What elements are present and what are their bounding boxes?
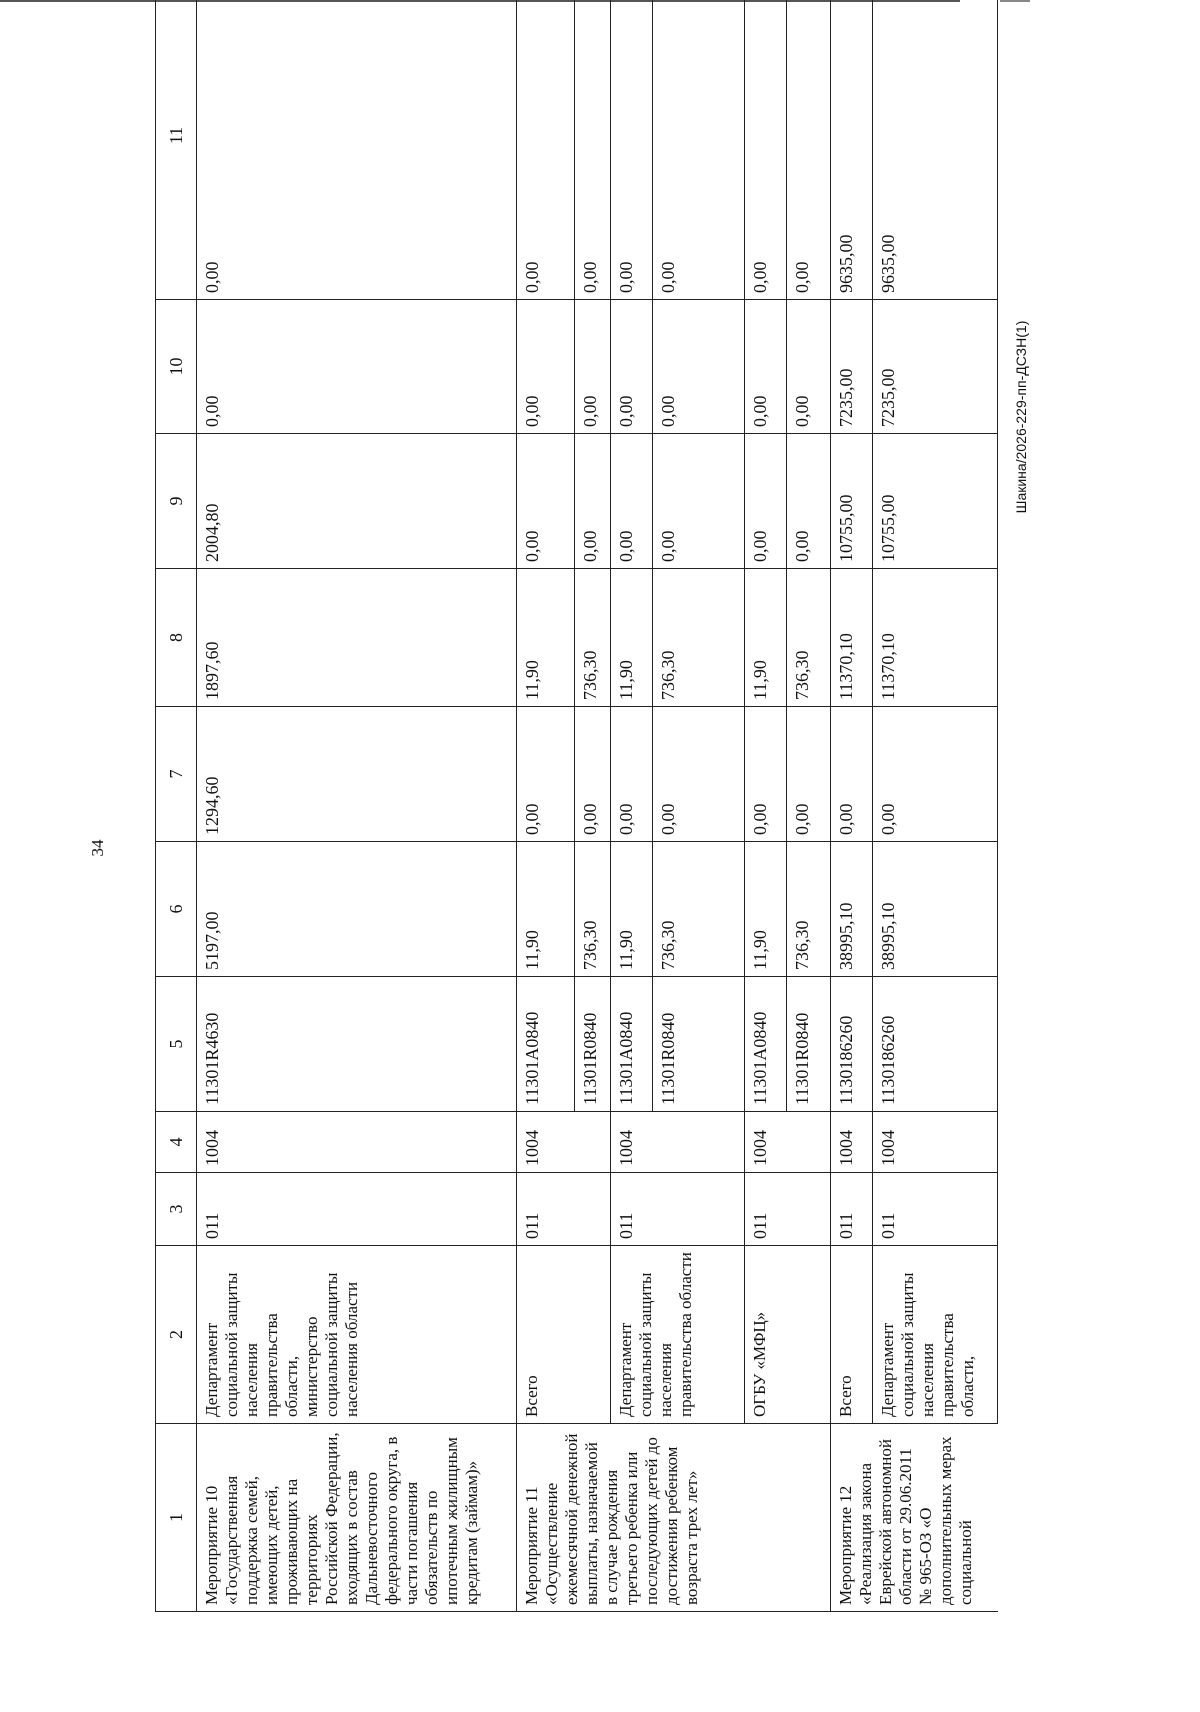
page-number: 34 <box>88 839 107 857</box>
value-col8: 736,30 <box>787 569 831 707</box>
section-code: 1004 <box>831 1112 873 1173</box>
value-col7: 0,00 <box>787 707 831 842</box>
table-row <box>197 0 517 1612</box>
value-col8: 736,30 <box>575 569 611 707</box>
value-col9: 0,00 <box>611 434 653 569</box>
value-col9: 2004,80 <box>197 434 517 569</box>
value-col10: 0,00 <box>787 300 831 434</box>
value-col8: 736,30 <box>653 569 745 707</box>
value-total: 11,90 <box>517 842 575 977</box>
value-col7: 0,00 <box>517 707 575 842</box>
section-code: 1004 <box>873 1112 998 1173</box>
value-total: 38995,10 <box>831 842 873 977</box>
value-total: 11,90 <box>745 842 787 977</box>
value-total: 736,30 <box>575 842 611 977</box>
section-code: 1004 <box>517 1112 611 1173</box>
value-col7: 0,00 <box>831 707 873 842</box>
value-col11: 0,00 <box>745 0 787 300</box>
col-header: 2 <box>156 1246 197 1424</box>
value-col11: 0,00 <box>787 0 831 300</box>
table-row <box>517 0 575 1612</box>
target-code: 11301R0840 <box>575 977 611 1112</box>
col-header: 7 <box>156 707 197 842</box>
value-col7: 0,00 <box>575 707 611 842</box>
section-code: 1004 <box>197 1112 517 1173</box>
value-col8: 11,90 <box>611 569 653 707</box>
value-col9: 0,00 <box>653 434 745 569</box>
col-header: 5 <box>156 977 197 1112</box>
executor: Департамент социальной защиты населения правительства области <box>611 1246 745 1424</box>
value-col9: 0,00 <box>517 434 575 569</box>
table-row <box>873 0 998 1612</box>
value-col10: 0,00 <box>653 300 745 434</box>
table-row <box>831 0 873 1612</box>
value-col8: 11370,10 <box>873 569 998 707</box>
value-total: 38995,10 <box>873 842 998 977</box>
value-col7: 0,00 <box>611 707 653 842</box>
grbs-code: 011 <box>745 1173 831 1246</box>
value-total: 736,30 <box>787 842 831 977</box>
col-header: 1 <box>156 1424 197 1612</box>
grbs-code: 011 <box>831 1173 873 1246</box>
document-code: Шакина/2026-229-пп-ДСЗН(1) <box>1013 320 1029 514</box>
value-col9: 10755,00 <box>873 434 998 569</box>
value-total: 736,30 <box>653 842 745 977</box>
value-col11: 0,00 <box>197 0 517 300</box>
target-code: 11301R0840 <box>653 977 745 1112</box>
grbs-code: 011 <box>517 1173 611 1246</box>
target-code: 1130186260 <box>831 977 873 1112</box>
value-col7: 0,00 <box>873 707 998 842</box>
col-header: 6 <box>156 842 197 977</box>
target-code: 11301R0840 <box>787 977 831 1112</box>
target-code: 11301А0840 <box>611 977 653 1112</box>
value-col8: 11,90 <box>745 569 787 707</box>
table-row <box>611 0 653 1612</box>
executor: Департамент социальной защиты населения правительства области, министерство социальной защиты населения области <box>197 1246 517 1424</box>
executor: Всего <box>517 1246 611 1424</box>
value-col10: 0,00 <box>745 300 787 434</box>
measure-name: Мероприятие 11 «Осуществление ежемесячной денежной выплаты, назначаемой в случае рождения третьего ребенка или последующих детей до достижения ребенком возраста трех лет» <box>517 1424 831 1612</box>
target-code: 1130186260 <box>873 977 998 1112</box>
col-header: 9 <box>156 434 197 569</box>
col-header: 10 <box>156 300 197 434</box>
executor: ОГБУ «МФЦ» <box>745 1246 831 1424</box>
target-code: 11301R4630 <box>197 977 517 1112</box>
target-code: 11301А0840 <box>745 977 787 1112</box>
value-col8: 11370,10 <box>831 569 873 707</box>
section-code: 1004 <box>611 1112 745 1173</box>
value-col9: 0,00 <box>575 434 611 569</box>
executor: Департамент социальной защиты населения правительства области, <box>873 1246 998 1424</box>
value-col10: 0,00 <box>197 300 517 434</box>
value-col11: 0,00 <box>653 0 745 300</box>
col-header: 8 <box>156 569 197 707</box>
value-col10: 0,00 <box>575 300 611 434</box>
value-col11: 0,00 <box>575 0 611 300</box>
table-row <box>745 0 787 1612</box>
value-col10: 7235,00 <box>831 300 873 434</box>
rotated-page <box>155 32 977 1612</box>
budget-table <box>155 0 998 1612</box>
value-col10: 0,00 <box>517 300 575 434</box>
value-col9: 10755,00 <box>831 434 873 569</box>
value-col11: 9635,00 <box>873 0 998 300</box>
value-col9: 0,00 <box>787 434 831 569</box>
col-header: 11 <box>156 0 197 300</box>
value-total: 11,90 <box>611 842 653 977</box>
value-col11: 0,00 <box>611 0 653 300</box>
value-col11: 9635,00 <box>831 0 873 300</box>
target-code: 11301А0840 <box>517 977 575 1112</box>
value-col7: 0,00 <box>653 707 745 842</box>
grbs-code: 011 <box>873 1173 998 1246</box>
value-col7: 1294,60 <box>197 707 517 842</box>
value-col8: 11,90 <box>517 569 575 707</box>
budget-table-container <box>155 32 977 1612</box>
value-col9: 0,00 <box>745 434 787 569</box>
value-col7: 0,00 <box>745 707 787 842</box>
value-col10: 7235,00 <box>873 300 998 434</box>
value-col10: 0,00 <box>611 300 653 434</box>
grbs-code: 011 <box>611 1173 745 1246</box>
section-code: 1004 <box>745 1112 831 1173</box>
value-total: 5197,00 <box>197 842 517 977</box>
col-header: 3 <box>156 1173 197 1246</box>
measure-name: Мероприятие 12 «Реализация закона Еврейской автономной области от 29.06.2011 № 965-ОЗ «О дополнительных мерах социальной <box>831 1424 998 1612</box>
scan-edge-mark <box>1000 0 1030 2</box>
measure-name: Мероприятие 10 «Государственная поддержка семей, имеющих детей, проживающих на территориях Российской Федерации, входящих в состав Дальневосточного федерального округа, в части погашения обязательств по ипотечным жилищным кредитам (займам)» <box>197 1424 517 1612</box>
grbs-code: 011 <box>197 1173 517 1246</box>
value-col8: 1897,60 <box>197 569 517 707</box>
header-row <box>156 0 197 1612</box>
value-col11: 0,00 <box>517 0 575 300</box>
executor: Всего <box>831 1246 873 1424</box>
col-header: 4 <box>156 1112 197 1173</box>
